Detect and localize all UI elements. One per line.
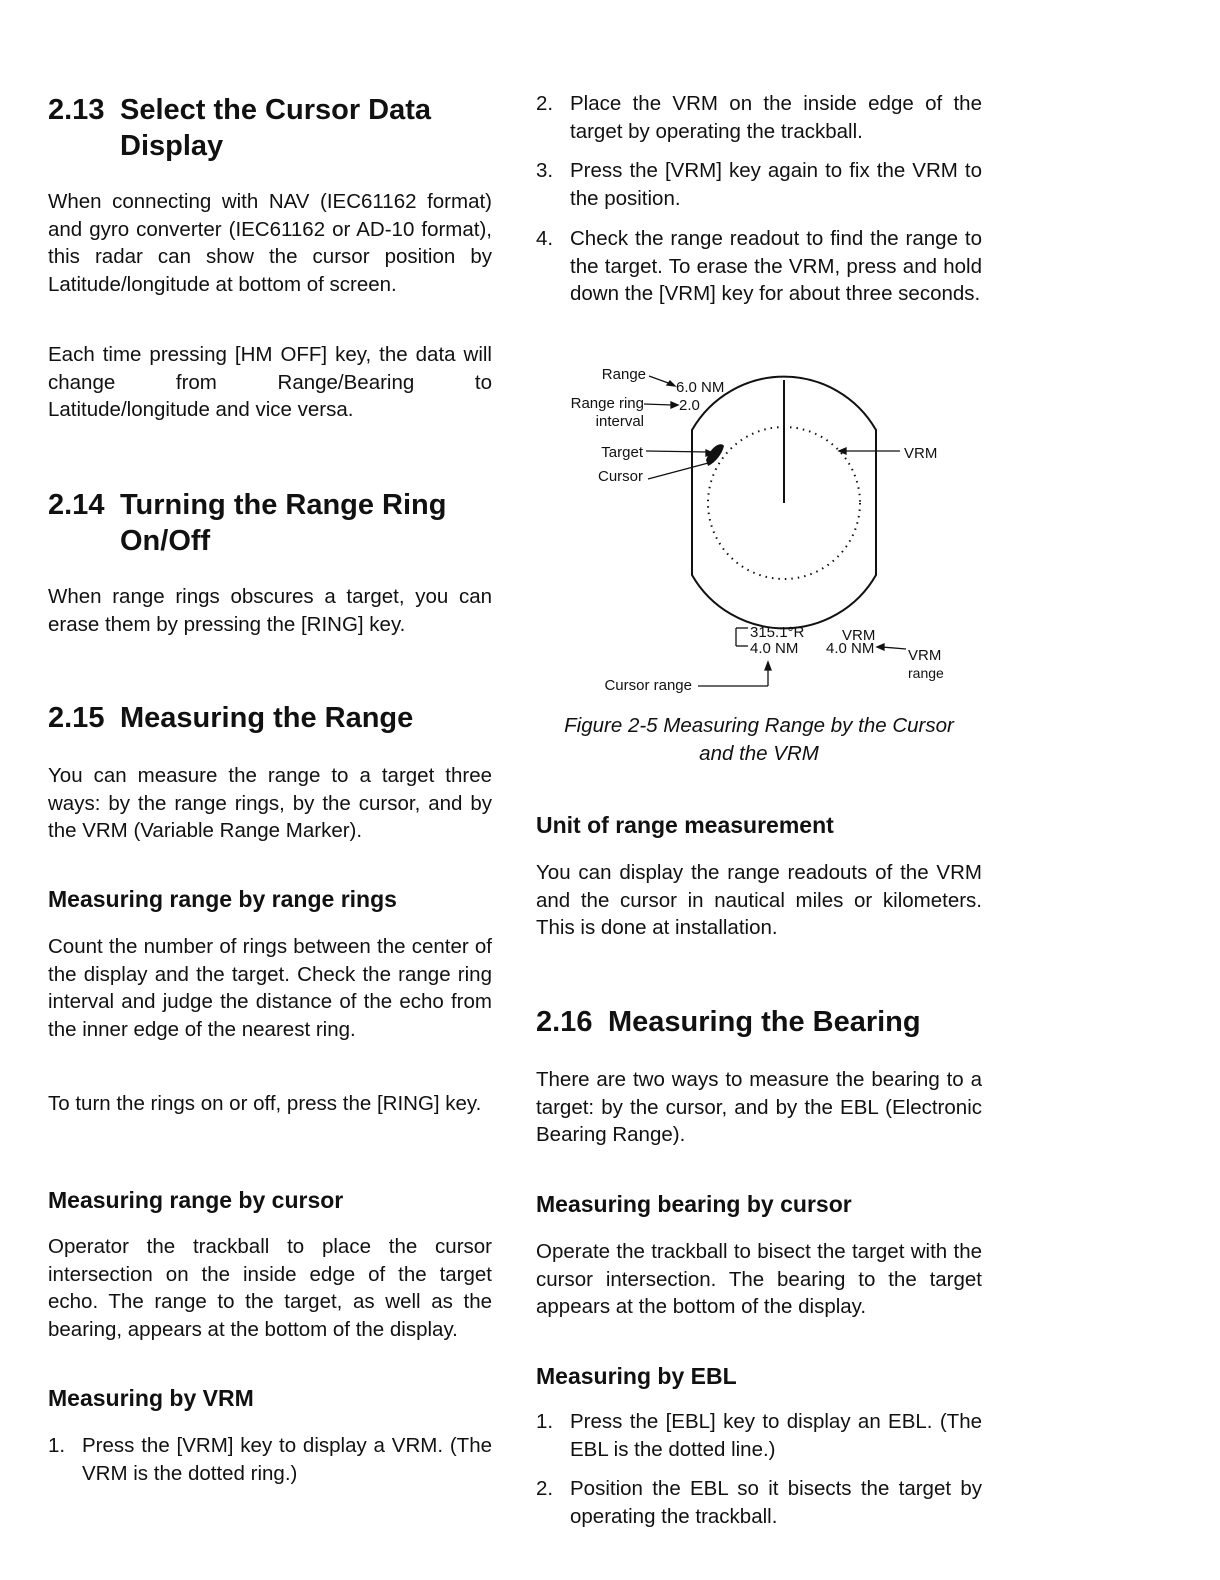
section-title: Measuring the Bearing	[608, 1006, 921, 1038]
readout-vrm-value: 4.0 NM	[826, 640, 875, 657]
paragraph: There are two ways to measure the bearing to a target: by the cursor, and by the EBL (Electronic Bearing Range).	[536, 1068, 982, 1146]
list-text: Check the range readout to find the range to the target. To erase the VRM, press and hold down the [VRM] key for about three seconds.	[570, 227, 982, 305]
list-text: Place the VRM on the inside edge of the target by operating the trackball.	[570, 92, 982, 143]
subheading-unit: Unit of range measurement	[536, 812, 834, 838]
subheading-bearing-cursor: Measuring bearing by cursor	[536, 1191, 852, 1217]
ring-interval-label-2: interval	[595, 413, 644, 430]
section-number: 2.14	[48, 489, 105, 521]
subheading-vrm: Measuring by VRM	[48, 1385, 254, 1411]
paragraph: When connecting with NAV (IEC61162 format) and gyro converter (IEC61162 or AD-10 format), this radar can show the cursor position by Latitude/longitude at bottom of screen.	[48, 190, 492, 296]
target-label: Target	[601, 444, 643, 461]
readout-bearing: 315.1°R	[750, 624, 805, 641]
section-2-15-heading	[48, 700, 492, 736]
cursor-range-label: Cursor range	[604, 677, 692, 694]
range-value: 6.0 NM	[676, 379, 725, 396]
section-2-14-heading	[48, 487, 492, 559]
figure-caption	[536, 712, 982, 768]
list-item	[536, 1475, 982, 1531]
section-number: 2.13	[48, 94, 105, 126]
list-number: 1.	[48, 1434, 66, 1457]
vrm-range-label-2: range	[908, 665, 944, 681]
readout-cursor-range: 4.0 NM	[750, 640, 799, 657]
list-number: 3.	[536, 159, 554, 182]
paragraph: Operator the trackball to place the cursor intersection on the inside edge of the target echo. The range to the target, as well as the bearing, appears at the bottom of the display.	[48, 1235, 492, 1341]
range-label: Range	[601, 366, 646, 383]
list-item	[48, 1432, 492, 1488]
list-text: Position the EBL so it bisects the target by operating the trackball.	[570, 1477, 982, 1528]
cursor-label: Cursor	[597, 468, 643, 485]
section-number: 2.15	[48, 702, 105, 734]
section-title: Select the Cursor Data	[120, 94, 432, 126]
paragraph: Count the number of rings between the center of the display and the target. Check the range ring interval and judge the distance of the echo from the inner edge of the nearest ring.	[48, 935, 492, 1041]
list-item	[536, 90, 982, 146]
subheading-rings: Measuring range by range rings	[48, 886, 397, 912]
paragraph: Each time pressing [HM OFF] key, the data will change from Range/Bearing to Latitude/longitude and vice versa.	[48, 343, 492, 421]
list-number: 2.	[536, 92, 554, 115]
paragraph: When range rings obscures a target, you can erase them by pressing the [RING] key.	[48, 585, 492, 636]
caption-line-1: Figure 2-5 Measuring Range by the Cursor	[564, 714, 954, 737]
list-item	[536, 225, 982, 337]
vrm-label: VRM	[904, 445, 938, 462]
paragraph: Operate the trackball to bisect the target with the cursor intersection. The bearing to the target appears at the bottom of the display.	[536, 1240, 982, 1318]
section-title: Turning the Range Ring	[120, 489, 447, 521]
section-title-continued: On/Off	[120, 525, 211, 557]
ring-interval-value: 2.0	[679, 397, 700, 414]
list-item	[536, 157, 982, 213]
list-number: 1.	[536, 1410, 554, 1433]
readout-vrm-label: VRM	[842, 627, 876, 644]
subheading-ebl: Measuring by EBL	[536, 1363, 737, 1389]
section-2-13-heading	[48, 92, 492, 164]
list-text: Press the [VRM] key again to fix the VRM to the position.	[570, 159, 982, 210]
list-text: Press the [VRM] key to display a VRM. (The VRM is the dotted ring.)	[82, 1434, 492, 1485]
list-number: 2.	[536, 1477, 554, 1500]
list-text: Press the [EBL] key to display an EBL. (The EBL is the dotted line.)	[570, 1410, 982, 1461]
paragraph: You can display the range readouts of the VRM and the cursor in nautical miles or kilometers. This is done at installation.	[536, 861, 982, 939]
subheading-cursor: Measuring range by cursor	[48, 1187, 344, 1213]
paragraph: To turn the rings on or off, press the [RING] key.	[48, 1092, 482, 1115]
paragraph: You can measure the range to a target three ways: by the range rings, by the cursor, and by the VRM (Variable Range Marker).	[48, 764, 492, 842]
list-item	[536, 1408, 982, 1464]
figure-radar-diagram	[536, 350, 982, 700]
list-number: 4.	[536, 227, 554, 250]
section-number: 2.16	[536, 1006, 593, 1038]
vrm-range-label: VRM	[908, 647, 942, 664]
section-title-continued: Display	[120, 130, 224, 162]
section-title: Measuring the Range	[120, 702, 414, 734]
caption-line-2: and the VRM	[699, 742, 819, 765]
section-2-16-heading	[536, 1004, 982, 1040]
ring-interval-label: Range ring	[570, 395, 644, 412]
